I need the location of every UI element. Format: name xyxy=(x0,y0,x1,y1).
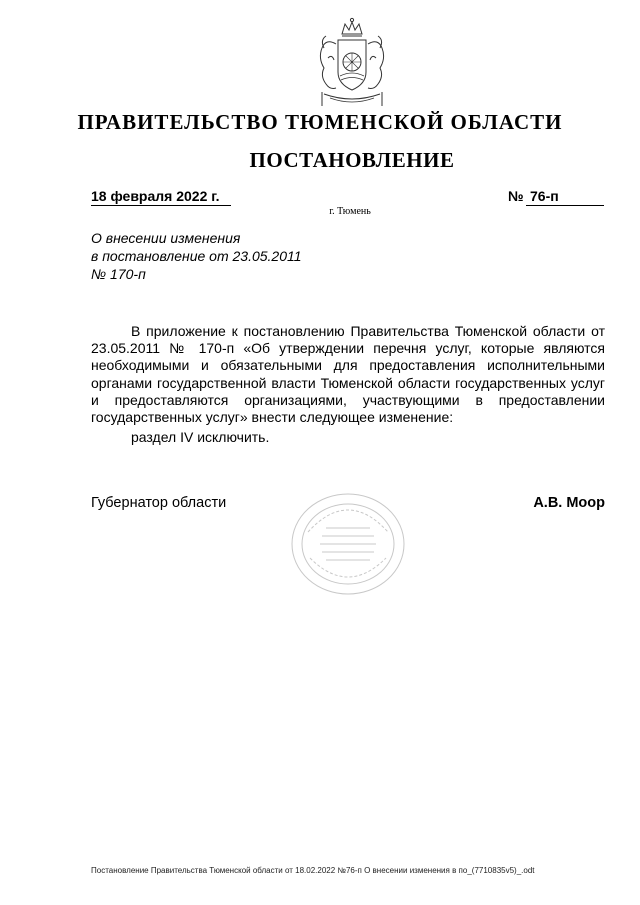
body-item: раздел IV исключить. xyxy=(131,429,270,445)
subject-line: № 170-п xyxy=(91,266,146,282)
document-footer: Постановление Правительства Тюменской области от 18.02.2022 №76-п О внесении изменения в по_(7710835v5)_.odt xyxy=(91,866,535,875)
document-number: 76-п xyxy=(526,188,604,206)
signer-position: Губернатор области xyxy=(91,495,227,511)
document-date: 18 февраля 2022 г. xyxy=(91,188,231,206)
document-type: ПОСТАНОВЛЕНИЕ xyxy=(249,148,455,172)
coat-of-arms-icon xyxy=(300,14,404,110)
city: г. Тюмень xyxy=(329,206,371,217)
number-label: № xyxy=(508,188,524,204)
organization-title: ПРАВИТЕЛЬСТВО ТЮМЕНСКОЙ ОБЛАСТИ xyxy=(77,110,563,134)
document-subject xyxy=(91,229,302,283)
body-paragraph: В приложение к постановлению Правительства Тюменской области от 23.05.2011 № 170-п «Об утверждении перечня услуг, которые являются необходимыми и обязательными для предоставления исполнительными органами государственной власти Тюменской области государственных услуг и предоставляются организациями, участвующими в предоставлении государственных услуг» внести следующее изменение: xyxy=(91,323,605,426)
official-stamp-icon xyxy=(288,492,408,596)
signer-name: А.В. Моор xyxy=(533,495,605,511)
subject-line: О внесении изменения xyxy=(91,230,241,246)
subject-line: в постановление от 23.05.2011 xyxy=(91,248,302,264)
